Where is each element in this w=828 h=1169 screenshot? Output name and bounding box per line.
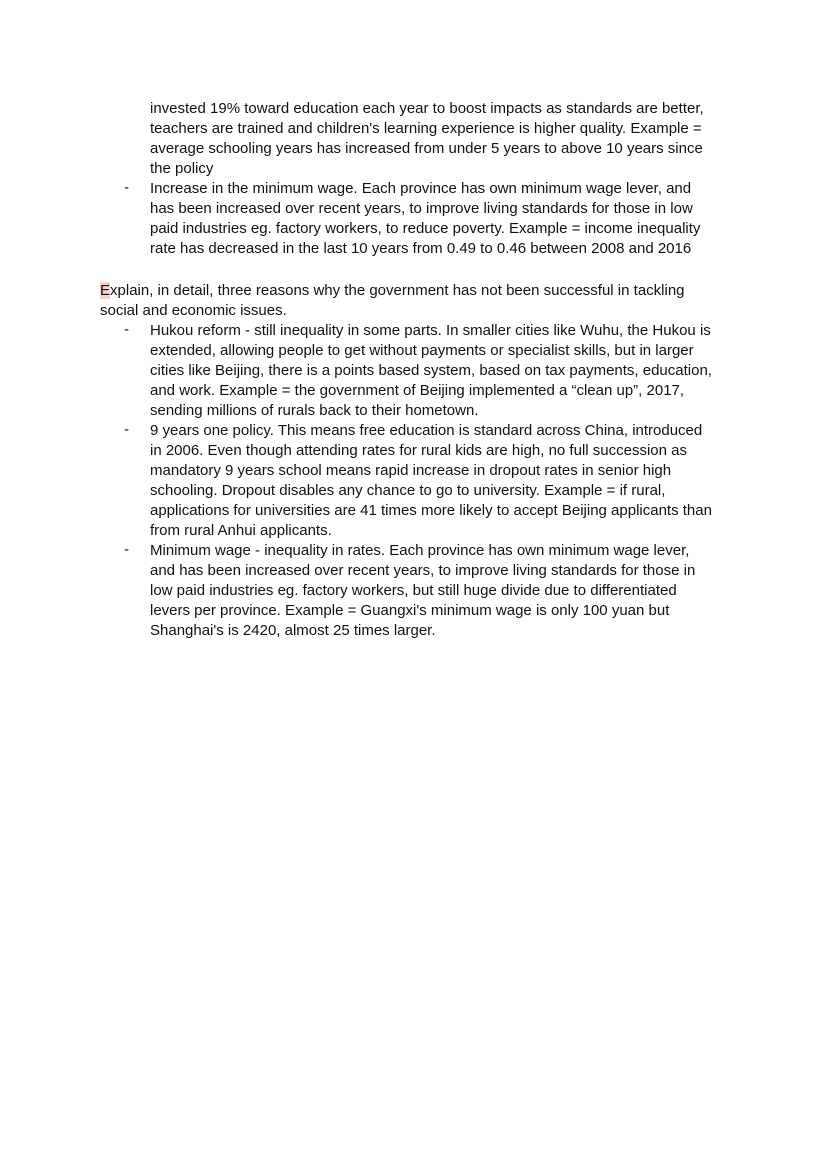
bullet-dash: - bbox=[124, 179, 129, 196]
spacer bbox=[0, 259, 828, 281]
bullet-dash: - bbox=[124, 421, 129, 438]
bullet-hukou-reform bbox=[0, 321, 828, 421]
text-line: the policy bbox=[150, 160, 214, 177]
text-line: has been increased over recent years, to improve living standards for those in low bbox=[150, 200, 693, 217]
text-line: extended, allowing people to get without payments or specialist skills, but in larger bbox=[150, 342, 694, 359]
text-line bbox=[0, 281, 828, 301]
text-line: social and economic issues. bbox=[100, 302, 287, 319]
text-line: Shanghai's is 2420, almost 25 times larger. bbox=[150, 622, 436, 639]
text-line: and has been increased over recent years, to improve living standards for those in bbox=[150, 562, 696, 579]
question-text: xplain, in detail, three reasons why the government has not been successful in tackling bbox=[110, 282, 685, 299]
text-line: low paid industries eg. factory workers, but still huge divide due to differentiated bbox=[150, 582, 677, 599]
text-line: paid industries eg. factory workers, to reduce poverty. Example = income inequality bbox=[150, 220, 701, 237]
text-line: mandatory 9 years school means rapid increase in dropout rates in senior high bbox=[150, 462, 672, 479]
text-line: in 2006. Even though attending rates for rural kids are high, no full succession as bbox=[150, 442, 687, 459]
text-line: teachers are trained and children's learning experience is higher quality. Example = bbox=[150, 120, 702, 137]
text-line: cities like Beijing, there is a points based system, based on tax payments, education, bbox=[150, 362, 712, 379]
document-page bbox=[0, 99, 828, 641]
text-line: invested 19% toward education each year to boost impacts as standards are better, bbox=[150, 100, 704, 117]
text-line: 9 years one policy. This means free education is standard across China, introduced bbox=[150, 422, 703, 439]
bullet-nine-years-policy bbox=[0, 421, 828, 541]
text-line: sending millions of rurals back to their hometown. bbox=[150, 402, 479, 419]
text-line: Hukou reform - still inequality in some parts. In smaller cities like Wuhu, the Hukou is bbox=[150, 322, 711, 339]
text-line: applications for universities are 41 times more likely to accept Beijing applicants than bbox=[150, 502, 712, 519]
question-heading bbox=[0, 281, 828, 321]
text-line: Minimum wage - inequality in rates. Each province has own minimum wage lever, bbox=[150, 542, 690, 559]
bullet-minimum-wage-inequality bbox=[0, 541, 828, 641]
text-line: Increase in the minimum wage. Each province has own minimum wage lever, and bbox=[150, 180, 692, 197]
bullet-dash: - bbox=[124, 541, 129, 558]
text-line: rate has decreased in the last 10 years from 0.49 to 0.46 between 2008 and 2016 bbox=[150, 240, 692, 257]
text-line: from rural Anhui applicants. bbox=[150, 522, 332, 539]
text-line: average schooling years has increased from under 5 years to above 10 years since bbox=[150, 140, 703, 157]
bullet-dash: - bbox=[124, 321, 129, 338]
bullet-minimum-wage-increase bbox=[0, 179, 828, 259]
text-line: schooling. Dropout disables any chance to go to university. Example = if rural, bbox=[150, 482, 666, 499]
text-line: levers per province. Example = Guangxi's minimum wage is only 100 yuan but bbox=[150, 602, 670, 619]
text-cursor-highlight: E bbox=[100, 282, 111, 299]
text-line: and work. Example = the government of Beijing implemented a “clean up”, 2017, bbox=[150, 382, 685, 399]
continuation-text bbox=[0, 99, 828, 179]
